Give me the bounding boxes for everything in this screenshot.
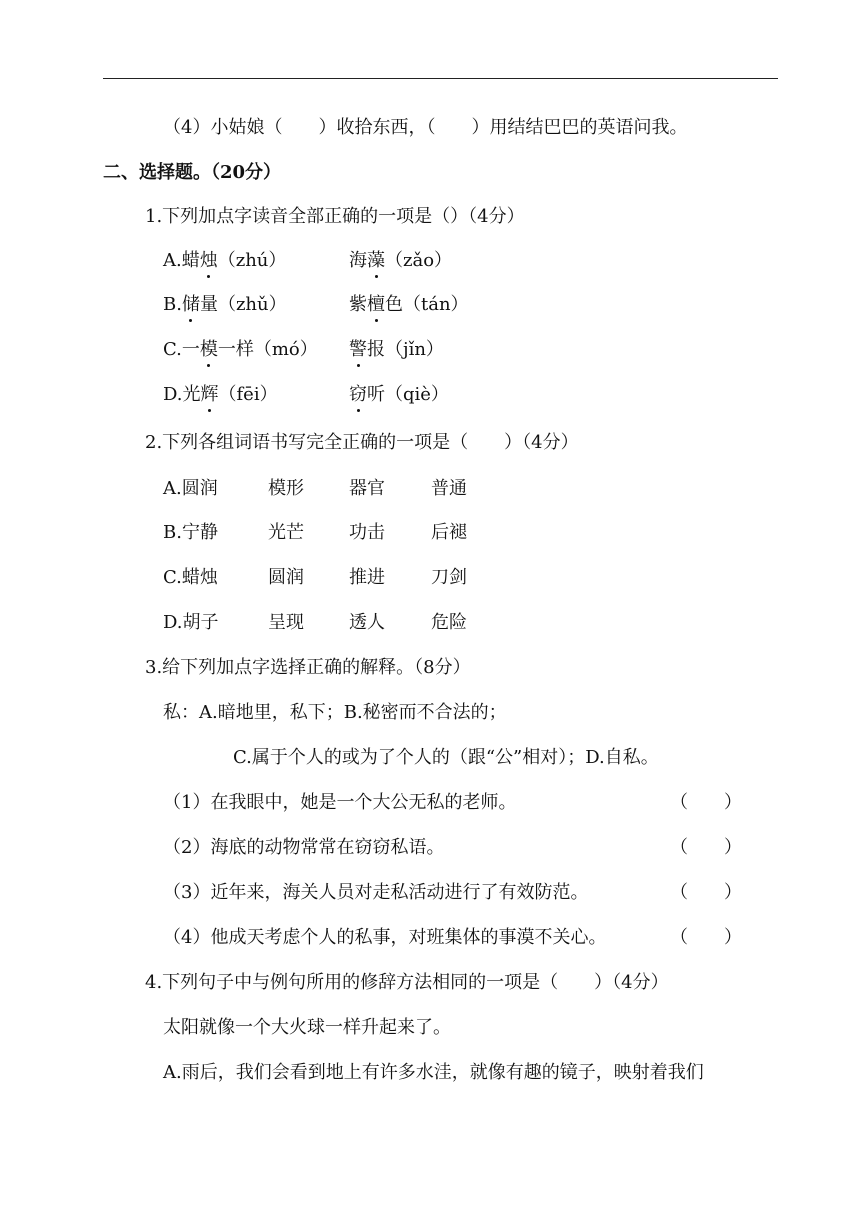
question-4-stem: 4.下列句子中与例句所用的修辞方法相同的一项是（ ）（4分） [145,972,669,993]
q1-c-right-post: 报（jǐn） [367,339,444,360]
q1-option-c-left [163,338,318,362]
q1-d-right-dotted: 窃 [349,384,367,405]
q1-a-right-dotted: 藻 [367,250,385,271]
q3-item-3-answer[interactable]: （ ） [670,882,742,903]
q3-item-2: （2）海底的动物常常在窃窃私语。 [163,837,445,858]
q2-d-word4: 危险 [431,612,467,633]
q1-d-left-dotted: 辉 [200,384,219,405]
q1-a-left-pre: A.蜡 [163,250,200,271]
section-heading: 二、选择题。（20分） [103,162,282,183]
q1-d-left-post: （fēi） [218,384,278,405]
q2-d-word2: 呈现 [268,612,304,633]
q2-b-word4: 后褪 [431,522,467,543]
q1-d-right-post: 听（qiè） [367,384,449,405]
q3-item-4-answer[interactable]: （ ） [670,927,742,948]
question-4-partial: （4）小姑娘（ ）收拾东西，（ ）用结结巴巴的英语问我。 [163,117,688,138]
q1-c-left-post: 一样（mó） [217,339,318,360]
q2-c-word1: C.蜡烛 [163,567,218,588]
q1-a-left-dotted: 烛 [199,250,218,271]
q2-b-word2: 光芒 [268,522,304,543]
q2-c-word3: 推进 [349,567,385,588]
q3-item-4: （4）他成天考虑个人的私事，对班集体的事漠不关心。 [163,927,607,948]
q2-a-word1: A.圆润 [163,478,218,499]
q2-c-word2: 圆润 [268,567,304,588]
q1-option-a-left [163,249,286,273]
question-1-stem: 1.下列加点字读音全部正确的一项是（）（4分） [145,206,525,227]
q2-d-word3: 透人 [349,612,385,633]
q2-d-word1: D.胡子 [163,612,219,633]
q1-option-a-right [349,249,452,273]
q1-a-right-post: （zǎo） [385,250,453,271]
q1-a-left-post: （zhú） [217,250,287,271]
q1-a-right-pre: 海 [349,250,367,271]
q2-b-word3: 功击 [349,522,385,543]
q3-definition-line1: 私：A.暗地里，私下；B.秘密而不合法的； [163,702,507,723]
q3-item-1-answer[interactable]: （ ） [670,792,742,813]
q1-option-d-left [163,383,278,407]
q3-definition-line2: C.属于个人的或为了个人的（跟“公”相对）；D.自私。 [233,747,659,768]
q1-b-right-pre: 紫 [349,294,367,315]
q2-a-word4: 普通 [431,478,467,499]
q1-c-left-pre: C.一 [163,339,200,360]
q1-b-right-dotted: 檀 [367,294,385,315]
q1-option-d-right [349,383,449,407]
q1-option-b-left [163,293,287,317]
q1-b-left-dotted: 储 [181,294,200,315]
q3-item-3: （3）近年来，海关人员对走私活动进行了有效防范。 [163,882,589,903]
header-rule [103,78,778,79]
q2-a-word3: 器官 [349,478,385,499]
question-3-stem: 3.给下列加点字选择正确的解释。（8分） [145,657,471,678]
q4-option-a: A.雨后，我们会看到地上有许多水洼，就像有趣的镜子，映射着我们 [163,1062,704,1083]
q2-c-word4: 刀剑 [431,567,467,588]
q1-b-left-post: 量（zhǔ） [199,294,287,315]
q1-option-b-right [349,293,469,317]
q1-c-left-dotted: 模 [199,339,218,360]
q1-option-c-right [349,338,444,362]
q1-b-left-pre: B. [163,294,182,315]
question-2-stem: 2.下列各组词语书写完全正确的一项是（ ）（4分） [145,432,579,453]
q4-example-sentence: 太阳就像一个大火球一样升起来了。 [163,1017,451,1038]
q3-item-2-answer[interactable]: （ ） [670,837,742,858]
q1-c-right-dotted: 警 [349,339,367,360]
q1-b-right-post: 色（tán） [385,294,469,315]
q2-a-word2: 模形 [268,478,304,499]
q3-item-1: （1）在我眼中，她是一个大公无私的老师。 [163,792,517,813]
q1-d-left-pre: D.光 [163,384,201,405]
q2-b-word1: B.宁静 [163,522,218,543]
